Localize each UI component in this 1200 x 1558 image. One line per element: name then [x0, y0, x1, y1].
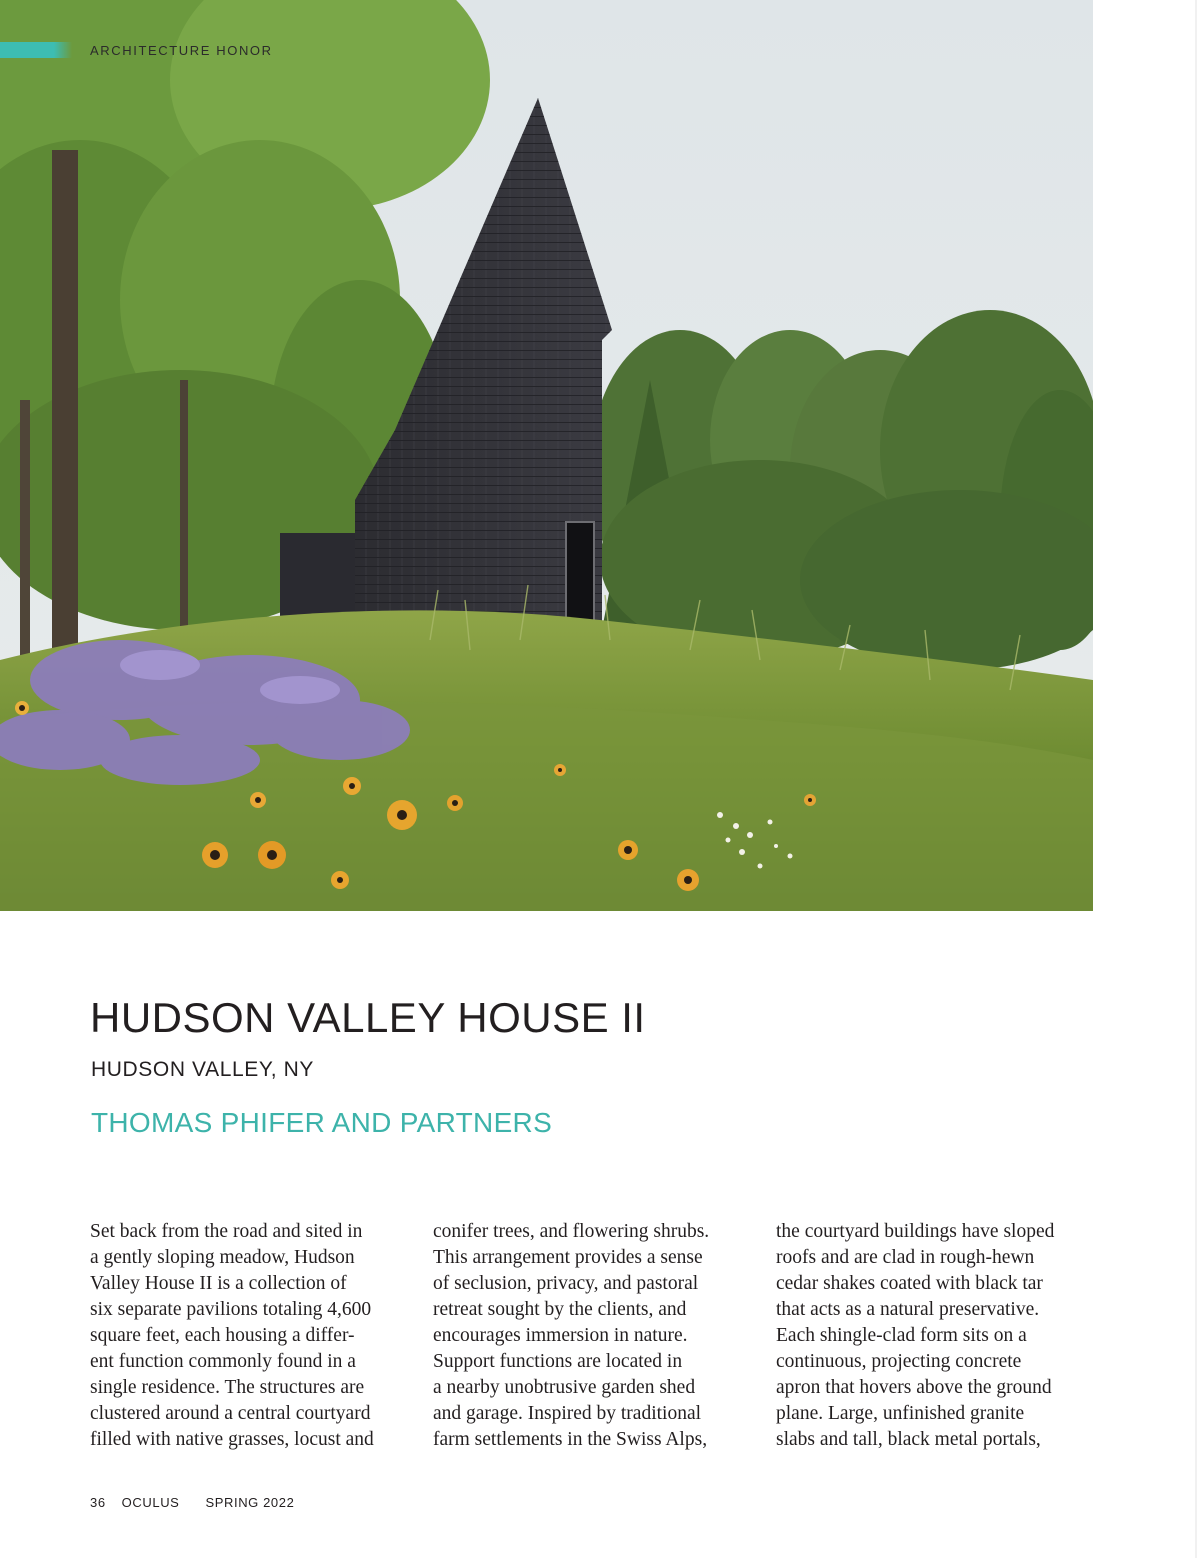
page-number: 36: [90, 1495, 106, 1510]
text-line: plane. Large, unfinished granite: [776, 1403, 1025, 1424]
text-line: Support functions are located in: [433, 1351, 683, 1372]
text-line: ent function commonly found in a: [90, 1351, 356, 1372]
section-label: ARCHITECTURE HONOR: [90, 42, 273, 58]
body-column-3: [776, 1219, 1096, 1453]
text-line: Valley House II is a collection of: [90, 1273, 347, 1294]
text-line: and garage. Inspired by traditional: [433, 1403, 702, 1424]
text-line: single residence. The structures are: [90, 1377, 365, 1398]
text-line: roofs and are clad in rough-hewn: [776, 1247, 1035, 1268]
text-line: retreat sought by the clients, and: [433, 1299, 687, 1320]
text-line: encourages immersion in nature.: [433, 1325, 688, 1346]
section-tag: [0, 40, 273, 60]
text-line: of seclusion, privacy, and pastoral: [433, 1273, 699, 1294]
text-line: the courtyard buildings have sloped: [776, 1221, 1055, 1242]
page-edge-rule: [1195, 0, 1197, 1558]
text-line: square feet, each housing a differ-: [90, 1325, 355, 1346]
text-line: farm settlements in the Swiss Alps,: [433, 1429, 708, 1450]
text-line: Each shingle-clad form sits on a: [776, 1325, 1027, 1346]
text-line: a nearby unobtrusive garden shed: [433, 1377, 696, 1398]
text-line: cedar shakes coated with black tar: [776, 1273, 1043, 1294]
text-line: continuous, projecting concrete: [776, 1351, 1022, 1372]
architect-firm: THOMAS PHIFER AND PARTNERS: [91, 1107, 553, 1138]
page-footer: [90, 1495, 294, 1510]
text-line: that acts as a natural preservative.: [776, 1299, 1040, 1320]
background-trees: [590, 310, 1093, 670]
text-line: Set back from the road and sited in: [90, 1221, 363, 1242]
text-line: slabs and tall, black metal portals,: [776, 1429, 1041, 1450]
magazine-name: OCULUS: [121, 1495, 180, 1510]
text-line: This arrangement provides a sense: [433, 1247, 703, 1268]
body-column-1: [90, 1219, 410, 1453]
text-line: a gently sloping meadow, Hudson: [90, 1247, 355, 1268]
project-location: HUDSON VALLEY, NY: [91, 1058, 314, 1081]
section-accent-bar: [0, 42, 72, 58]
text-line: apron that hovers above the ground: [776, 1377, 1052, 1398]
text-line: filled with native grasses, locust and: [90, 1429, 374, 1450]
text-line: conifer trees, and flowering shrubs.: [433, 1221, 710, 1242]
article-title: HUDSON VALLEY HOUSE II: [90, 994, 646, 1041]
text-line: six separate pavilions totaling 4,600: [90, 1299, 372, 1320]
issue-date: SPRING 2022: [205, 1495, 295, 1510]
body-column-2: [433, 1219, 753, 1453]
text-line: clustered around a central courtyard: [90, 1403, 371, 1424]
